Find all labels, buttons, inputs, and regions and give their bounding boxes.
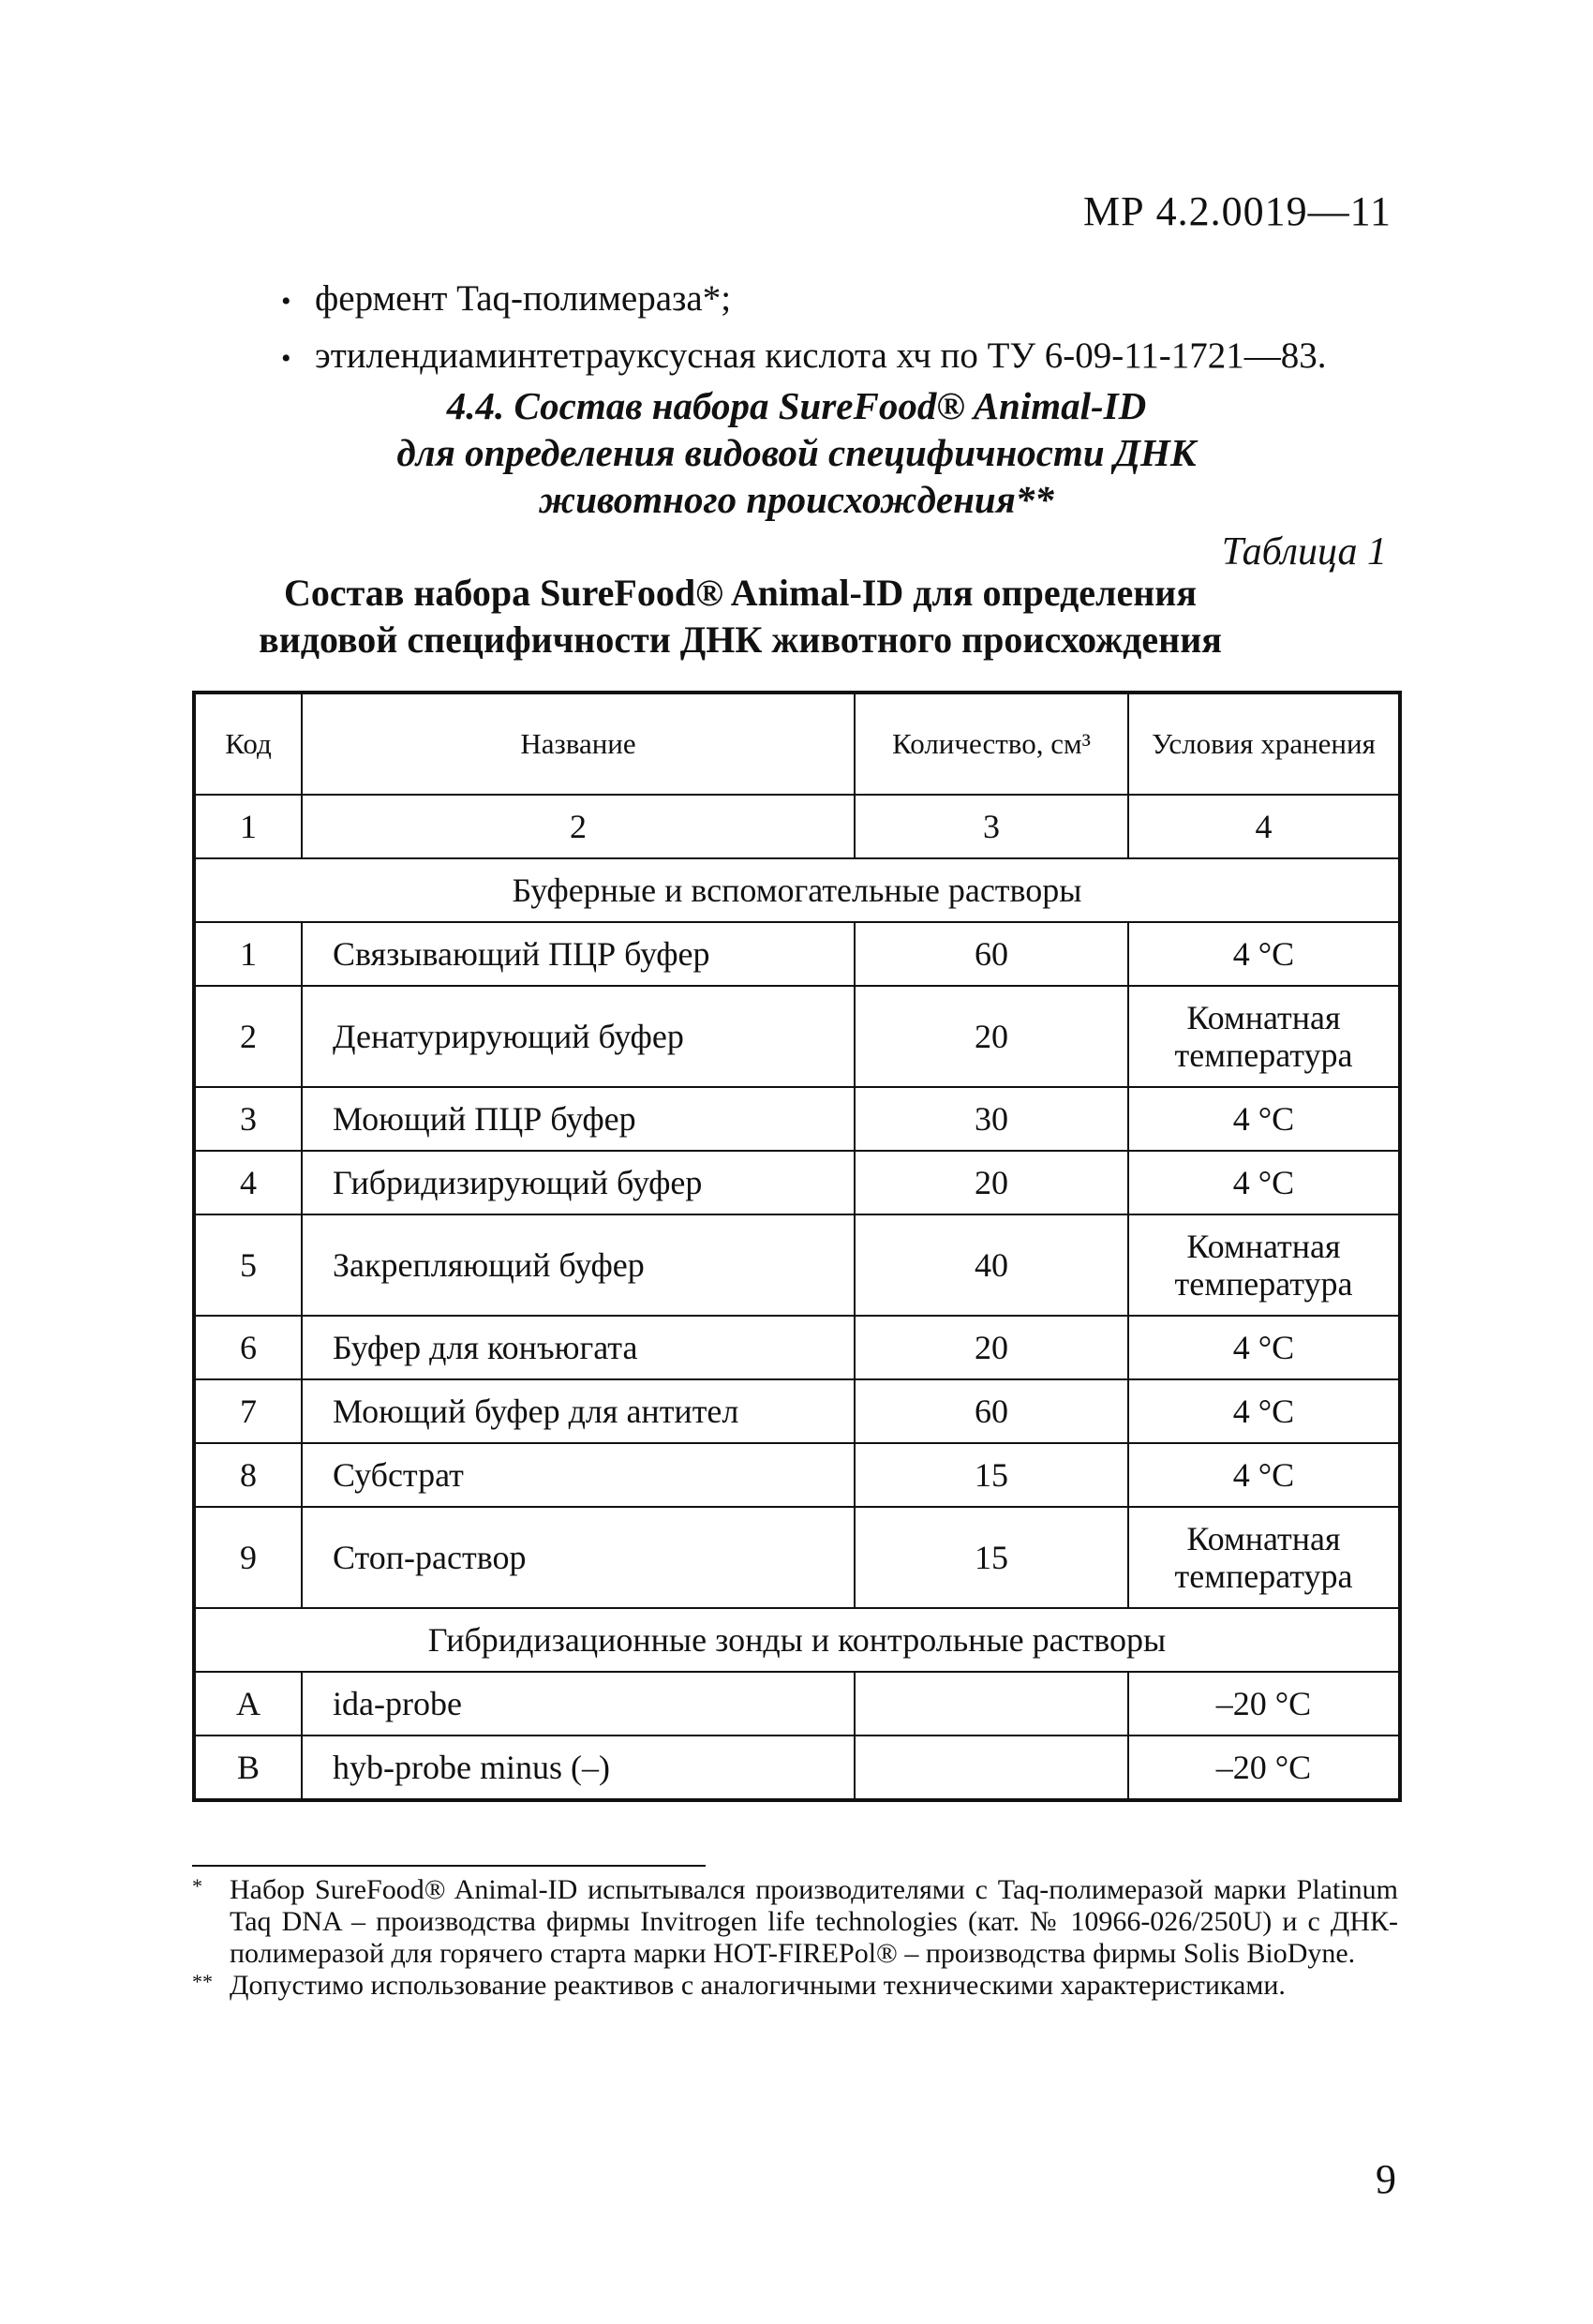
header-quantity: Количество, см³ bbox=[855, 693, 1128, 795]
cell-code: 2 bbox=[194, 986, 302, 1087]
cell-name: Связывающий ПЦР буфер bbox=[302, 922, 855, 986]
cell-code: 4 bbox=[194, 1151, 302, 1214]
list-item bbox=[281, 272, 1443, 329]
table-row bbox=[194, 1672, 1400, 1736]
footnote-text: Допустимо использование реактивов с аналогичными техническими характеристиками. bbox=[230, 1970, 1286, 2001]
cell-storage: Комнатная температура bbox=[1128, 986, 1400, 1087]
table-title-line: Состав набора SureFood® Animal-ID для определения bbox=[284, 572, 1197, 614]
cell-quantity: 60 bbox=[855, 1379, 1128, 1443]
cell-quantity: 40 bbox=[855, 1214, 1128, 1316]
cell-quantity: 15 bbox=[855, 1443, 1128, 1507]
section-heading-line: для определения видовой специфичности ДНК bbox=[396, 431, 1197, 474]
cell-quantity bbox=[855, 1736, 1128, 1800]
list-item-text: фермент Taq-полимераза*; bbox=[315, 278, 732, 319]
cell-name: Денатурирующий буфер bbox=[302, 986, 855, 1087]
cell-code: 1 bbox=[194, 922, 302, 986]
column-number: 4 bbox=[1128, 795, 1400, 858]
footnote-text: Набор SureFood® Animal-ID испытывался производителями с Taq-полимеразой марки Platinum Taq DNA – производства фирмы Invitrogen life technologies (кат. № 10966-026/250U) и с ДНК-полимеразой для горячего старта марки HOT-FIREPol® – производства фирмы Solis BioDyne. bbox=[230, 1874, 1398, 1969]
table-row bbox=[194, 1214, 1400, 1316]
list-item bbox=[281, 329, 1443, 386]
table-row bbox=[194, 1379, 1400, 1443]
cell-code: 3 bbox=[194, 1087, 302, 1151]
cell-code: A bbox=[194, 1672, 302, 1736]
cell-storage: 4 °C bbox=[1128, 1087, 1400, 1151]
cell-quantity: 20 bbox=[855, 1316, 1128, 1379]
cell-quantity: 20 bbox=[855, 1151, 1128, 1214]
table-row bbox=[194, 1736, 1400, 1800]
cell-storage: –20 °C bbox=[1128, 1736, 1400, 1800]
cell-code: 8 bbox=[194, 1443, 302, 1507]
cell-code: 7 bbox=[194, 1379, 302, 1443]
column-number: 1 bbox=[194, 795, 302, 858]
page-number: 9 bbox=[1376, 2156, 1396, 2202]
cell-storage: 4 °C bbox=[1128, 1379, 1400, 1443]
table-row bbox=[194, 922, 1400, 986]
cell-code: 5 bbox=[194, 1214, 302, 1316]
table-row bbox=[194, 1316, 1400, 1379]
cell-quantity: 30 bbox=[855, 1087, 1128, 1151]
cell-name: Гибридизирующий буфер bbox=[302, 1151, 855, 1214]
table-title bbox=[216, 570, 1265, 663]
cell-code: 9 bbox=[194, 1507, 302, 1608]
column-number: 2 bbox=[302, 795, 855, 858]
cell-code: 6 bbox=[194, 1316, 302, 1379]
document-code: МР 4.2.0019—11 bbox=[1083, 188, 1392, 234]
cell-name: ida-probe bbox=[302, 1672, 855, 1736]
table-row bbox=[194, 1087, 1400, 1151]
table-row bbox=[194, 986, 1400, 1087]
cell-storage: 4 °C bbox=[1128, 922, 1400, 986]
kit-composition-table bbox=[192, 691, 1402, 1802]
cell-name: Моющий буфер для антител bbox=[302, 1379, 855, 1443]
cell-quantity bbox=[855, 1672, 1128, 1736]
cell-name: Субстрат bbox=[302, 1443, 855, 1507]
section-heading-line: 4.4. Состав набора SureFood® Animal-ID bbox=[446, 384, 1147, 427]
section-row-probes bbox=[194, 1608, 1400, 1672]
table-row bbox=[194, 1443, 1400, 1507]
cell-name: Закрепляющий буфер bbox=[302, 1214, 855, 1316]
footnote bbox=[192, 1874, 1398, 1970]
footnote-mark: * bbox=[192, 1874, 202, 1898]
footnote-divider bbox=[192, 1865, 706, 1867]
cell-quantity: 15 bbox=[855, 1507, 1128, 1608]
bullet-icon: • bbox=[281, 286, 291, 317]
list-item-text: этилендиаминтетрауксусная кислота хч по ТУ 6-09-11-1721—83. bbox=[315, 335, 1327, 376]
footnote-mark: ** bbox=[192, 1970, 213, 1993]
cell-quantity: 20 bbox=[855, 986, 1128, 1087]
cell-name: Моющий ПЦР буфер bbox=[302, 1087, 855, 1151]
section-row-buffers bbox=[194, 858, 1400, 922]
header-code: Код bbox=[194, 693, 302, 795]
cell-storage: –20 °C bbox=[1128, 1672, 1400, 1736]
section-label: Гибридизационные зонды и контрольные растворы bbox=[194, 1608, 1400, 1672]
cell-storage: 4 °C bbox=[1128, 1151, 1400, 1214]
section-label: Буферные и вспомогательные растворы bbox=[194, 858, 1400, 922]
cell-code: B bbox=[194, 1736, 302, 1800]
cell-name: Стоп-раствор bbox=[302, 1507, 855, 1608]
cell-storage: Комнатная температура bbox=[1128, 1507, 1400, 1608]
table-label: Таблица 1 bbox=[1221, 530, 1387, 574]
column-number: 3 bbox=[855, 795, 1128, 858]
table-row bbox=[194, 1507, 1400, 1608]
reagent-list bbox=[281, 272, 1443, 386]
header-storage: Условия хранения bbox=[1128, 693, 1400, 795]
column-number-row bbox=[194, 795, 1400, 858]
table-title-line: видовой специфичности ДНК животного происхождения bbox=[259, 618, 1222, 661]
bullet-icon: • bbox=[281, 343, 291, 374]
table-header-row bbox=[194, 693, 1400, 795]
cell-name: Буфер для конъюгата bbox=[302, 1316, 855, 1379]
cell-quantity: 60 bbox=[855, 922, 1128, 986]
section-heading-line: животного происхождения** bbox=[539, 478, 1054, 521]
header-name: Название bbox=[302, 693, 855, 795]
footnote bbox=[192, 1970, 1398, 2002]
table-row bbox=[194, 1151, 1400, 1214]
cell-storage: 4 °C bbox=[1128, 1316, 1400, 1379]
footnotes bbox=[192, 1874, 1398, 2002]
cell-storage: Комнатная температура bbox=[1128, 1214, 1400, 1316]
cell-storage: 4 °C bbox=[1128, 1443, 1400, 1507]
section-heading bbox=[281, 382, 1312, 523]
cell-name: hyb-probe minus (–) bbox=[302, 1736, 855, 1800]
